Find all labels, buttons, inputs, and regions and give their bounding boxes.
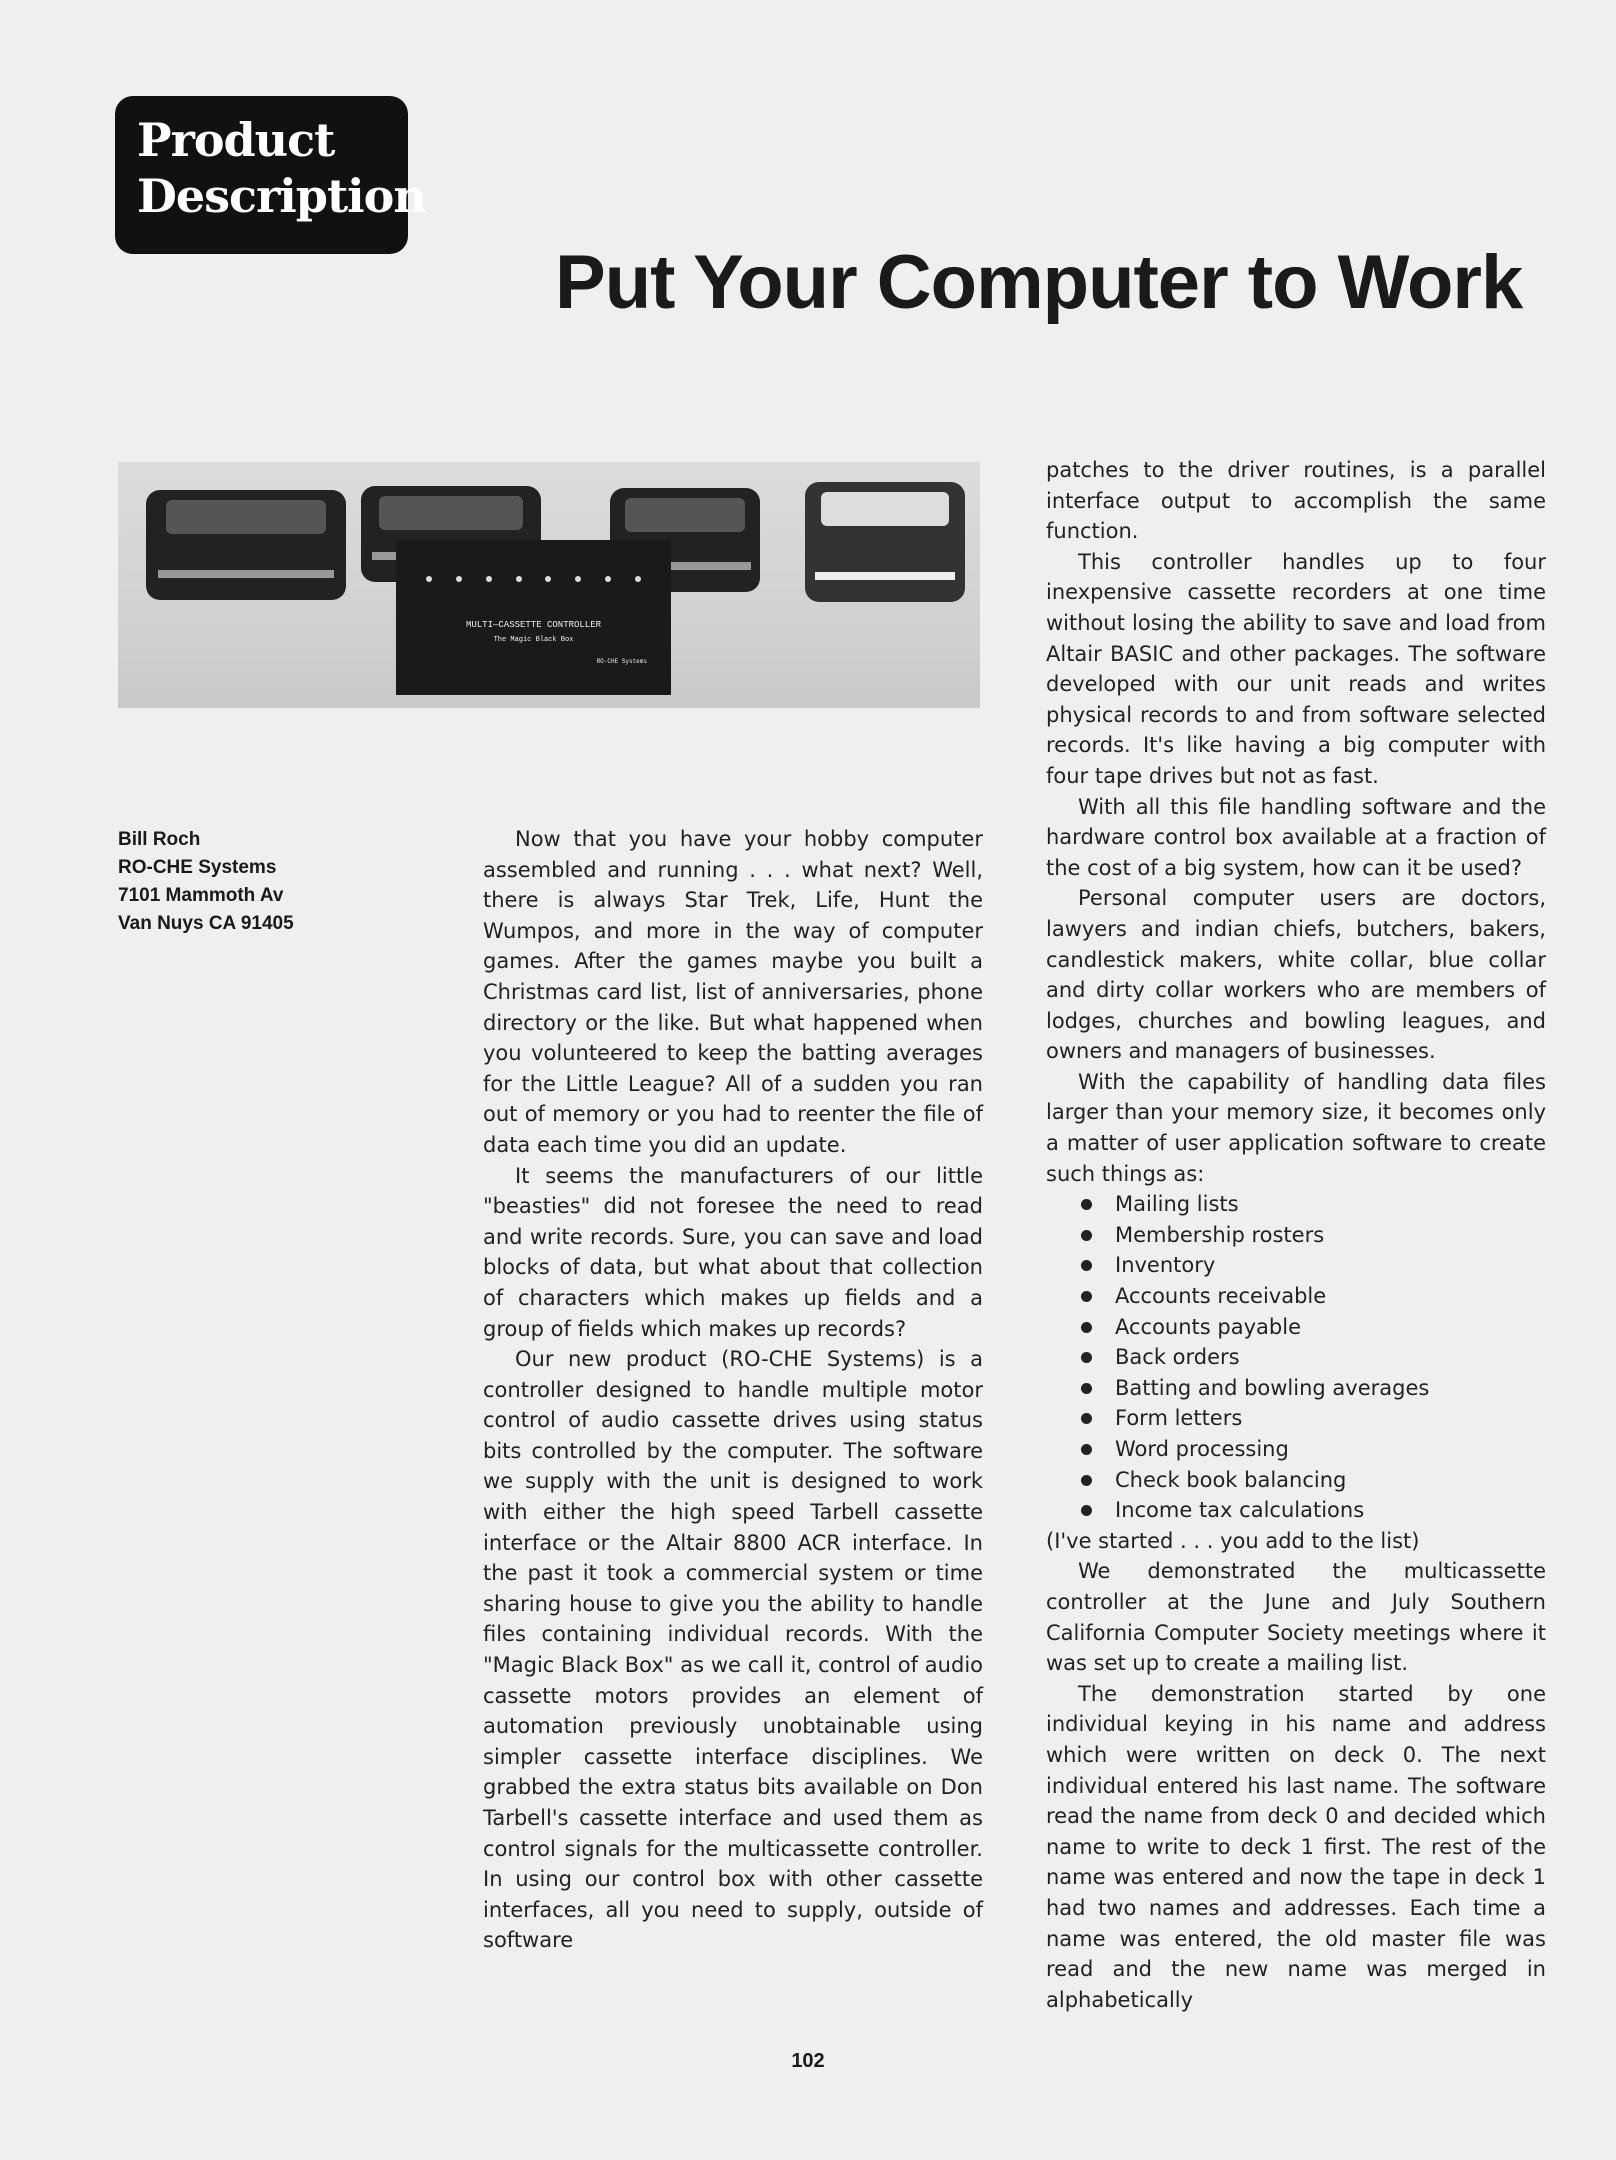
author-name: Bill Roch <box>118 829 201 850</box>
paragraph: This controller handles up to four inexpensive cassette recorders at one time without losing the ability to save and load from Altair BASIC and other packages. The software developed with our unit reads and writes physical records to and from software selected records. It's like having a big computer with four tape drives but not as fast. <box>1046 549 1546 788</box>
badge-line-2: Description <box>137 169 426 223</box>
paragraph: It seems the manufacturers of our little "beasties" did not foresee the need to read and write records. Sure, you can save and load blocks of data, but what about that collection of characters which makes up fields and a group of fields which makes up records? <box>483 1163 983 1341</box>
author-byline <box>118 826 294 938</box>
list-item: Check book balancing <box>1079 1465 1546 1496</box>
paragraph: With all this file handling software and the hardware control box available at a fraction of the cost of a big system, how can it be used? <box>1046 794 1546 880</box>
box-brand: RO-CHE Systems <box>596 658 647 665</box>
section-badge <box>115 96 426 254</box>
list-item: Income tax calculations <box>1079 1495 1546 1526</box>
page-number: 102 <box>791 2050 825 2072</box>
paragraph: We demonstrated the multicassette controller at the June and July Southern California Computer Society meetings where it was set up to create a mailing list. <box>1046 1559 1546 1676</box>
author-city: Van Nuys CA 91405 <box>118 913 294 934</box>
box-title: MULTI—CASSETTE CONTROLLER <box>465 620 602 630</box>
list-item: Mailing lists <box>1079 1189 1546 1220</box>
list-item: Inventory <box>1079 1250 1546 1281</box>
list-item: Form letters <box>1079 1403 1546 1434</box>
paragraph: Our new product (RO-CHE Systems) is a controller designed to handle multiple motor control of audio cassette drives using status bits controlled by the computer. The software we supply with the unit is designed to work with either the high speed Tarbell cassette interface or the Altair 8800 ACR interface. In the past it took a commercial system or time sharing house to give you the ability to handle files containing individual records. With the "Magic Black Box" as we call it, control of audio cassette motors provides an element of automation previously unobtainable using simpler cassette interface disciplines. We grabbed the extra status bits available on Don Tarbell's cassette interface and used them as control signals for the multicassette controller. In using our control box with other cassette interfaces, all you need to supply, outside of software <box>483 1347 983 1953</box>
box-subtitle: The Magic Black Box <box>493 636 574 644</box>
list-item: Batting and bowling averages <box>1079 1373 1546 1404</box>
paragraph: With the capability of handling data files larger than your memory size, it becomes only a matter of user application software to create such things as: <box>1046 1069 1546 1186</box>
product-photo <box>118 462 980 708</box>
article-column-1 <box>483 824 983 1956</box>
paragraph: patches to the driver routines, is a parallel interface output to accomplish the same function. <box>1046 458 1546 544</box>
paragraph: Personal computer users are doctors, lawyers and indian chiefs, butchers, bakers, candlestick makers, white collar, blue collar and dirty collar workers who are members of lodges, churches and bowling leagues, and owners and managers of businesses. <box>1046 886 1546 1064</box>
controller-box <box>396 540 671 695</box>
article-title: Put Your Computer to Work <box>555 240 1523 325</box>
list-item: Membership rosters <box>1079 1220 1546 1251</box>
article-column-2 <box>1046 455 1546 2015</box>
author-street: 7101 Mammoth Av <box>118 885 284 906</box>
application-list <box>1046 1189 1546 1526</box>
badge-line-1: Product <box>137 113 335 167</box>
paragraph: (I've started . . . you add to the list) <box>1046 1528 1420 1553</box>
paragraph: The demonstration started by one individual keying in his name and address which were written on deck 0. The next individual entered his last name. The software read the name from deck 0 and decided which name to write to deck 1 first. The rest of the name was entered and now the tape in deck 1 had two names and addresses. Each time a name was entered, the old master file was read and the new name was merged in alphabetically <box>1046 1681 1546 2012</box>
paragraph: Now that you have your hobby computer assembled and running . . . what next? Well, there is always Star Trek, Life, Hunt the Wumpos, and more in the way of computer games. After the games maybe you built a Christmas card list, list of anniversaries, phone directory or the like. But what happened when you volunteered to keep the batting averages for the Little League? All of a sudden you ran out of memory or you had to reenter the file of data each time you did an update. <box>483 827 983 1157</box>
author-company: RO-CHE Systems <box>118 857 277 878</box>
cassette-deck-1 <box>146 490 346 600</box>
list-item: Accounts payable <box>1079 1312 1546 1343</box>
cassette-deck-4 <box>805 482 965 602</box>
list-item: Word processing <box>1079 1434 1546 1465</box>
list-item: Accounts receivable <box>1079 1281 1546 1312</box>
list-item: Back orders <box>1079 1342 1546 1373</box>
